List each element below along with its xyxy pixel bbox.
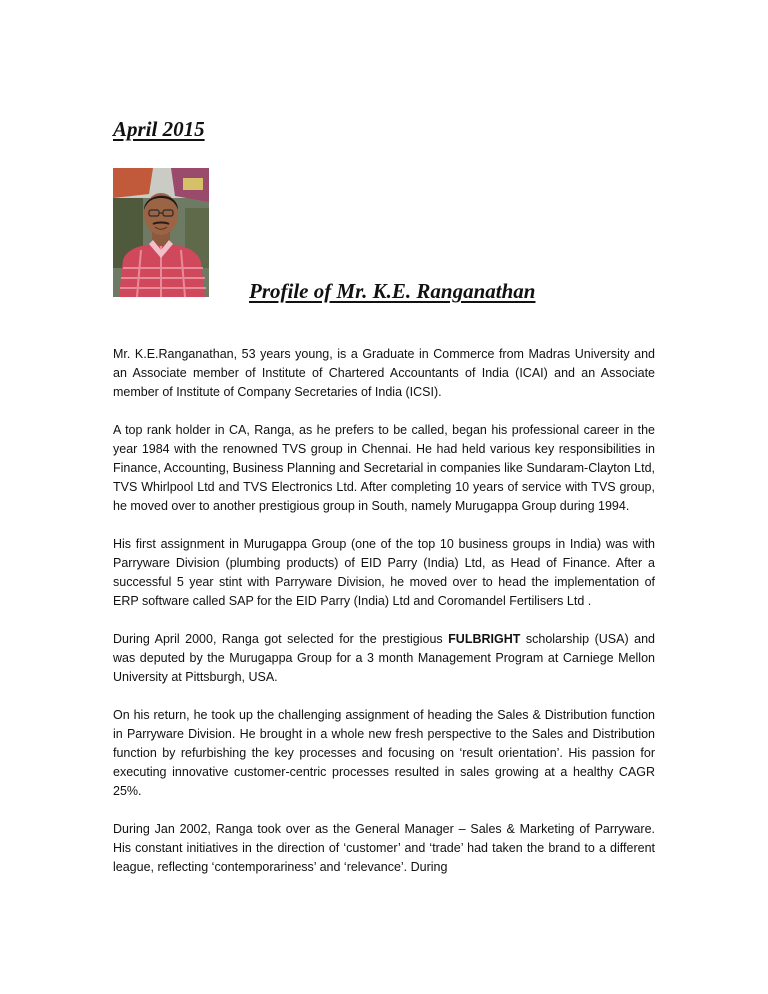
paragraph-2: A top rank holder in CA, Ranga, as he prefers to be called, began his professional career in the year 1984 with the renowned TVS group in Chennai. He had held various key responsibilities in Finance, Accounting, Business Planning and Secretarial in companies like Sundaram-Clayton Ltd, TVS Whirlpool Ltd and TVS Electronics Ltd. After completing 10 years of service with TVS group, he moved over to another prestigious group in South, namely Murugappa Group during 1994. (113, 423, 655, 513)
paragraph-4-after: scholarship (USA) and was deputed by the Murugappa Group for a 3 month Management Program at Carniege Mellon University at Pittsburgh, USA. (113, 632, 656, 684)
document-date: April 2015 (113, 117, 205, 141)
portrait-image (113, 168, 209, 297)
paragraph-4-before: During April 2000, Ranga got selected for the prestigious (113, 632, 449, 646)
paragraph-6: During Jan 2002, Ranga took over as the General Manager – Sales & Marketing of Parryware. His constant initiatives in the direction of ‘customer’ and ‘trade’ had taken the brand to a different league, reflecting ‘contemporariness’ and ‘relevance’. During (113, 822, 655, 874)
profile-photo (113, 168, 209, 297)
paragraph-1: Mr. K.E.Ranganathan, 53 years young, is a Graduate in Commerce from Madras University and an Associate member of Institute of Chartered Accountants of India (ICAI) and an Associate member of Institute of Company Secretaries of India (ICSI). (113, 347, 655, 399)
paragraph-3: His first assignment in Murugappa Group (one of the top 10 business groups in India) was with Parryware Division (plumbing products) of EID Parry (India) Ltd, as Head of Finance. After a successful 5 year stint with Parryware Division, he moved over to head the implementation of ERP software called SAP for the EID Parry (India) Ltd and Coromandel Fertilisers Ltd . (113, 537, 655, 608)
profile-title: Profile of Mr. K.E. Ranganathan (249, 279, 536, 303)
profile-body (113, 345, 655, 896)
fulbright-label: FULBRIGHT (448, 632, 521, 646)
paragraph-5: On his return, he took up the challenging assignment of heading the Sales & Distribution function in Parryware Division. He brought in a whole new fresh perspective to the Sales and Distribution function by refurbishing the key processes and focusing on ‘result orientation’. His passion for executing innovative customer-centric processes resulted in sales growing at a healthy CAGR 25%. (113, 708, 655, 798)
paragraph-4 (113, 630, 655, 687)
